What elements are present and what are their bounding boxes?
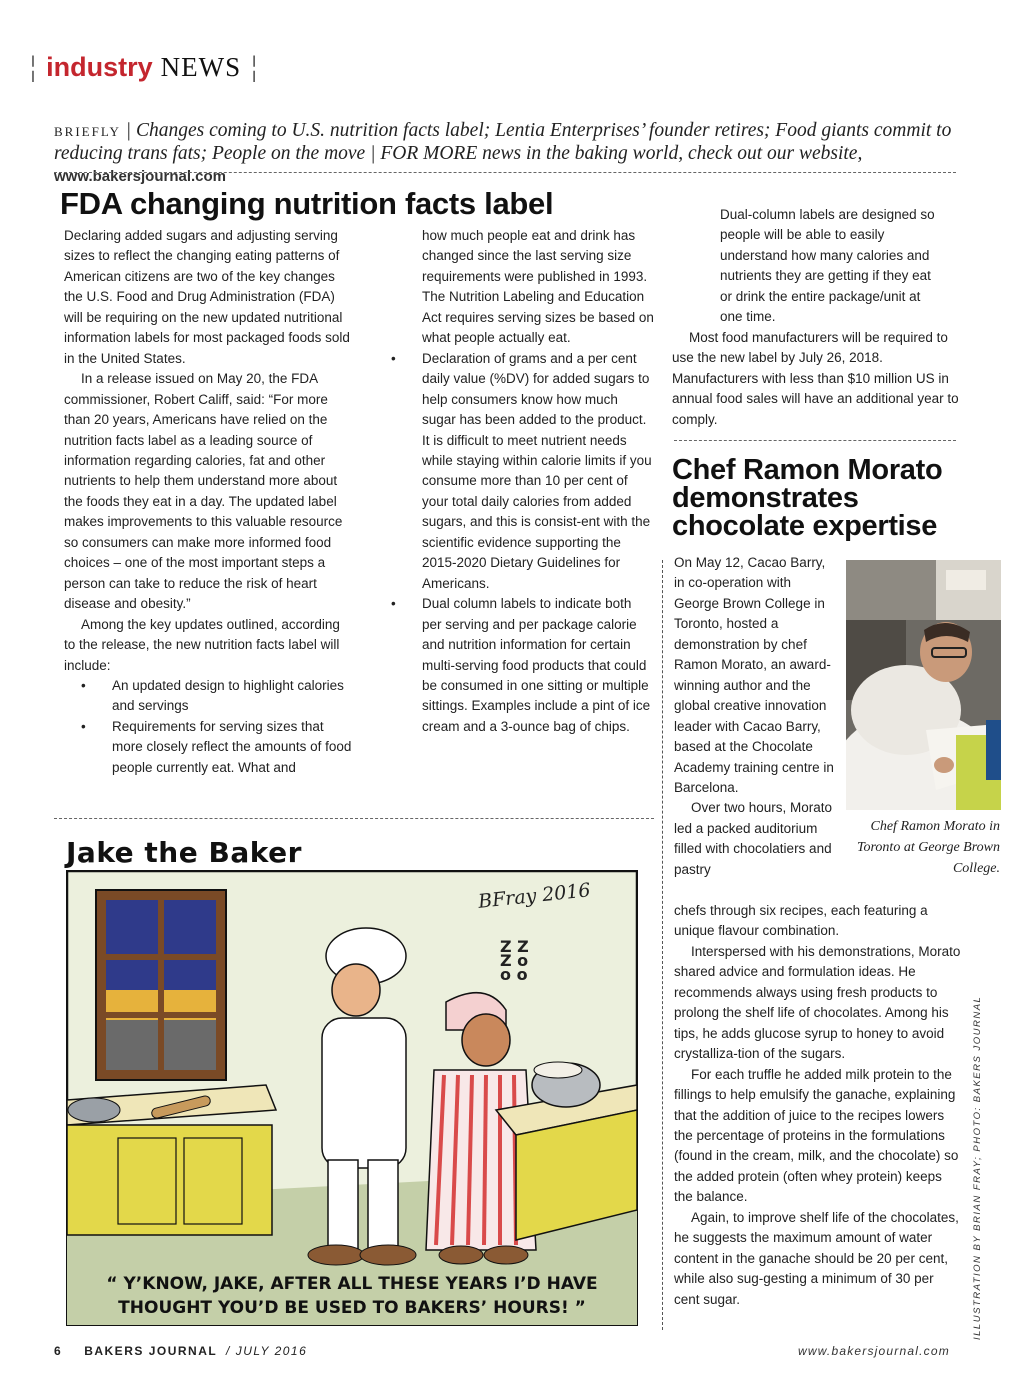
briefly-label: BRIEFLY <box>54 124 121 139</box>
illustration-credit: ILLUSTRATION BY BRIAN FRAY; PHOTO: BAKERS JOURNAL <box>972 995 983 1340</box>
divider <box>54 172 956 173</box>
photo-caption: Chef Ramon Morato in Toronto at George Brown College. <box>857 819 1000 876</box>
briefly-text: Changes coming to U.S. nutrition facts label; Lentia Enterprises’ founder retires; Food giants commit to reducing trans fats; People on the move | FOR MORE news in the baking world, check out our website, <box>54 120 952 164</box>
paragraph: Dual-column labels are designed so people will be able to easily understand how many calories and nutrients they are getting if they eat or drink the entire package/unit at one time. <box>720 207 935 325</box>
footer-left <box>54 1344 307 1358</box>
divider-bar: ¦ <box>28 50 39 85</box>
section-kicker: industry <box>46 52 153 82</box>
article-headline: Chef Ramon Morato demonstrates chocolate expertise <box>672 454 943 542</box>
divider <box>674 440 956 441</box>
paragraph: Among the key updates outlined, according to the release, the new nutrition facts label will include: <box>64 616 340 673</box>
cartoon-caption: “ Y’KNOW, JAKE, AFTER ALL THESE YEARS I’D HAVE THOUGHT YOU’D BE USED TO BAKERS’ HOURS! ” <box>106 1274 598 1318</box>
footer-url[interactable]: www.bakersjournal.com <box>798 1344 950 1358</box>
bullet-item: • Declaration of grams and a per cent daily value (%DV) for added sugars to help consumers know how much sugar has been added to the product. It is difficult to meet nutrient needs while staying within calorie limits if you consume more than 10 per cent of your total daily calories from added sugars, and this is consist-ent with the scientific evidence supporting the 2015-2020 Dietary Guidelines for Americans. <box>374 349 654 594</box>
snore-text: Z Z Z o o o <box>500 937 529 984</box>
cartoon-signature: BFray 2016 <box>477 879 592 913</box>
paragraph: For each truffle he added milk protein to the fillings to help emulsify the ganache, explaining that the addition of juice to the recipes lowers the percentage of proteins in the formulations (found in the cream, milk, and the chocolate) so the added protein (often whey protein) keeps the balance. <box>674 1066 959 1205</box>
article-headline: FDA changing nutrition facts label <box>60 186 554 221</box>
cartoon-title: Jake the Baker <box>66 836 302 869</box>
divider-bar: ¦ <box>249 50 260 85</box>
bullet-item: • Dual column labels to indicate both per serving and per package calorie and nutrition information for certain multi-serving food products that could be consumed in one sitting or multiple sittings. Examples include a pint of ice cream and a 3-ounce bag of chips. <box>374 594 654 737</box>
paragraph: On May 12, Cacao Barry, in co-operation with George Brown College in Toronto, hosted a demonstration by chef Ramon Morato, an award-winning author and the global creative innovation leader with Cacao Barry, based at the Chocolate Academy training centre in Barcelona. <box>674 555 834 795</box>
bullet-item: • Requirements for serving sizes that more closely reflect the amounts of food people currently eat. What and <box>64 717 354 778</box>
paragraph: Declaring added sugars and adjusting serving sizes to reflect the changing eating patterns of American citizens are two of the key changes the U.S. Food and Drug Administration (FDA) will be requiring on the new updated nutritional information labels for most packaged foods sold in the United States. <box>64 228 350 366</box>
briefly-teaser: BRIEFLY | Changes coming to U.S. nutrition facts label; Lentia Enterprises’ founder retires; Food giants commit to reducing trans fats; People on the move | FOR MORE news in the baking world, check out our website, www.bakersjournal.com <box>54 120 952 185</box>
bullet-item: • An updated design to highlight calories and servings <box>64 676 354 717</box>
cartoon-illustration <box>66 870 638 1326</box>
section-name: NEWS <box>160 52 242 82</box>
section-header <box>28 50 259 85</box>
paragraph: Interspersed with his demonstrations, Morato shared advice and formulation ideas. He recommends always using fresh products to prolong the shelf life of chocolates. Among his tips, he adds glucose syrup to honey to avoid crystalliza-tion of the sugars. <box>674 943 961 1062</box>
divider <box>54 818 654 819</box>
paragraph: Again, to improve shelf life of the chocolates, he suggests the maximum amount of water content in the ganache should be 20 per cent, while also sug-gesting a minimum of 30 per cent sugar. <box>674 1209 959 1307</box>
website-link[interactable]: www.bakersjournal.com <box>54 168 226 185</box>
paragraph: chefs through six recipes, each featuring a unique flavour combination. <box>674 903 928 939</box>
page-number: 6 <box>54 1344 63 1358</box>
paragraph: how much people eat and drink has changed since the last serving size requirements were published in 1993. The Nutrition Labeling and Education Act requires serving sizes be based on what people actually eat. <box>422 228 654 346</box>
paragraph: In a release issued on May 20, the FDA commissioner, Robert Califf, said: “For more than 20 years, Americans have relied on the nutrition facts label as a leading source of information regarding calories, fat and other nutrients to help them understand more about the foods they eat in a day. The updated label makes improvements to this valuable resource so consumers can make more informed food choices – one of the most important steps a person can take to reduce the risk of heart disease and obesity.” <box>64 371 343 612</box>
article-column-wide <box>674 901 962 1310</box>
divider <box>662 560 663 1330</box>
issue-date: / JULY 2016 <box>226 1344 308 1358</box>
chef-photo <box>846 560 1001 810</box>
article-column-2 <box>374 226 654 737</box>
article-column-narrow <box>674 553 836 880</box>
article-column-1 <box>64 226 354 778</box>
article-column-3 <box>672 205 962 430</box>
paragraph: Over two hours, Morato led a packed auditorium filled with chocolatiers and pastry <box>674 800 833 877</box>
paragraph: Most food manufacturers will be required to use the new label by July 26, 2018. Manufacturers with less than $10 million US in annual food sales will have an additional year to comply. <box>672 329 959 427</box>
publication-name: BAKERS JOURNAL <box>84 1344 218 1358</box>
